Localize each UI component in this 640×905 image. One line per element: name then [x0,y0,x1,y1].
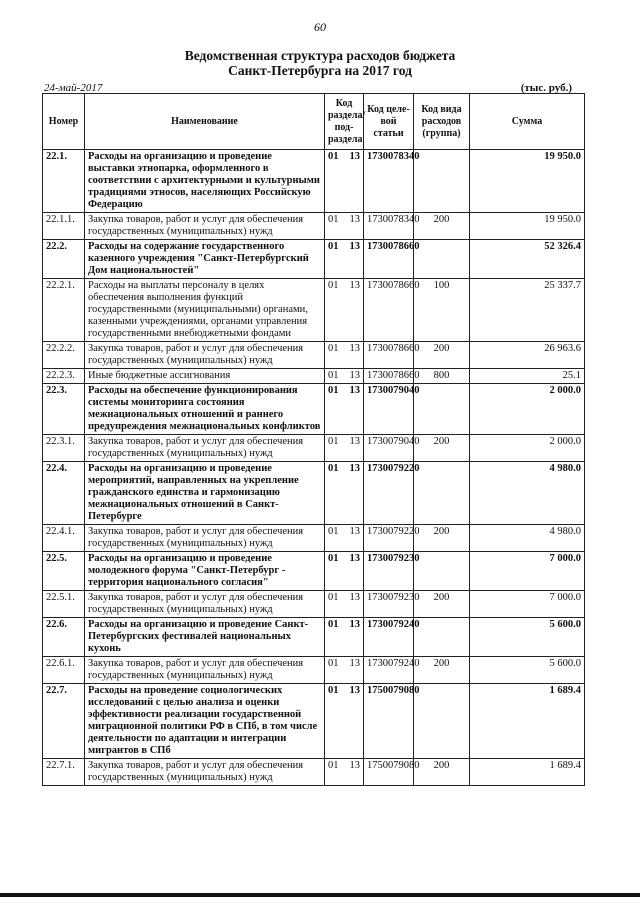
row-number: 22.3. [43,384,85,435]
row-podrazdel: 13 [341,525,364,552]
row-number: 22.4.1. [43,525,85,552]
row-code: 1750079080 [364,759,414,786]
title-line-1: Ведомственная структура расходов бюджета [184,48,456,63]
row-code: 1730078660 [364,279,414,342]
row-sum: 5 600.0 [470,657,585,684]
row-sum: 25 337.7 [470,279,585,342]
row-code: 1730078660 [364,369,414,384]
row-name: Закупка товаров, работ и услуг для обеспечения государственных (муниципальных) нужд [85,759,325,786]
row-number: 22.2. [43,240,85,279]
row-vid [414,552,470,591]
row-podrazdel: 13 [341,552,364,591]
row-name: Иные бюджетные ассигнования [85,369,325,384]
row-code: 1730079230 [364,591,414,618]
row-name: Расходы на организацию и проведение выставки этнопарка, оформленного в соответствии с архитектурными и культурными традициями этносов, населяющих Российскую Федерацию [85,150,325,213]
row-code: 1730079040 [364,384,414,435]
row-sum: 4 980.0 [470,525,585,552]
table-row [43,240,585,279]
row-code: 1730078660 [364,240,414,279]
header-cel: Код целе- вой статьи [364,94,414,150]
row-podrazdel: 13 [341,213,364,240]
row-razdel: 01 [325,618,341,657]
row-name: Расходы на обеспечение функционирования системы мониторинга состояния межнациональных отношений и раннего предупреждения межнациональных конфликтов [85,384,325,435]
row-razdel: 01 [325,462,341,525]
row-name: Закупка товаров, работ и услуг для обеспечения государственных (муниципальных) нужд [85,657,325,684]
row-podrazdel: 13 [341,759,364,786]
row-podrazdel: 13 [341,684,364,759]
row-number: 22.6.1. [43,657,85,684]
table-row [43,759,585,786]
row-name: Закупка товаров, работ и услуг для обеспечения государственных (муниципальных) нужд [85,342,325,369]
row-number: 22.2.3. [43,369,85,384]
row-sum: 19 950.0 [470,213,585,240]
row-sum: 52 326.4 [470,240,585,279]
row-vid: 100 [414,279,470,342]
row-vid [414,618,470,657]
row-number: 22.1.1. [43,213,85,240]
header-sum: Сумма [470,94,585,150]
row-razdel: 01 [325,240,341,279]
row-vid: 200 [414,657,470,684]
row-razdel: 01 [325,684,341,759]
row-podrazdel: 13 [341,279,364,342]
table-row [43,435,585,462]
row-code: 1730079220 [364,525,414,552]
row-vid: 200 [414,525,470,552]
table-row [43,213,585,240]
row-podrazdel: 13 [341,342,364,369]
row-sum: 19 950.0 [470,150,585,213]
row-sum: 1 689.4 [470,684,585,759]
row-name: Расходы на организацию и проведение мероприятий, направленных на укрепление гражданского единства и гармонизацию межнациональных отношений в Санкт-Петербурге [85,462,325,525]
header-number: Номер [43,94,85,150]
row-razdel: 01 [325,150,341,213]
row-vid: 200 [414,213,470,240]
row-name: Расходы на выплаты персоналу в целях обеспечения выполнения функций государственными (муниципальными) органами, казенными учреждениями, органами управления государственными внебюджетными фондами [85,279,325,342]
row-code: 1730078660 [364,342,414,369]
row-code: 1750079080 [364,684,414,759]
table-row [43,462,585,525]
row-sum: 7 000.0 [470,552,585,591]
document-title [0,48,640,78]
row-name: Закупка товаров, работ и услуг для обеспечения государственных (муниципальных) нужд [85,525,325,552]
table-body [43,150,585,786]
row-name: Закупка товаров, работ и услуг для обеспечения государственных (муниципальных) нужд [85,591,325,618]
row-code: 1730079240 [364,657,414,684]
row-sum: 5 600.0 [470,618,585,657]
title-line-2: Санкт-Петербурга на 2017 год [228,63,412,78]
scan-edge-bar [0,893,640,897]
row-razdel: 01 [325,342,341,369]
row-code: 1730078340 [364,150,414,213]
row-code: 1730079230 [364,552,414,591]
row-number: 22.6. [43,618,85,657]
row-code: 1730079220 [364,462,414,525]
row-podrazdel: 13 [341,462,364,525]
row-code: 1730079240 [364,618,414,657]
row-razdel: 01 [325,525,341,552]
row-number: 22.7.1. [43,759,85,786]
row-code: 1730078340 [364,213,414,240]
row-vid [414,384,470,435]
row-sum: 1 689.4 [470,759,585,786]
row-podrazdel: 13 [341,657,364,684]
row-razdel: 01 [325,657,341,684]
row-number: 22.2.2. [43,342,85,369]
row-name: Закупка товаров, работ и услуг для обеспечения государственных (муниципальных) нужд [85,435,325,462]
row-number: 22.5.1. [43,591,85,618]
row-vid [414,684,470,759]
units-label: (тыс. руб.) [520,82,572,94]
row-vid [414,240,470,279]
row-podrazdel: 13 [341,150,364,213]
header-vid: Код вида расходов (группа) [414,94,470,150]
row-podrazdel: 13 [341,435,364,462]
page-number: 60 [314,20,326,34]
row-vid: 200 [414,759,470,786]
row-name: Расходы на содержание государственного казенного учреждения "Санкт-Петербургский Дом национальностей" [85,240,325,279]
row-vid [414,462,470,525]
row-name: Расходы на проведение социологических исследований с целью анализа и оценки эффективности реализации государственной миграционной политики РФ в СПб, в том числе деятельности по адаптации и интеграции мигрантов в СПб [85,684,325,759]
row-sum: 4 980.0 [470,462,585,525]
row-razdel: 01 [325,759,341,786]
table-row [43,525,585,552]
row-sum: 26 963.6 [470,342,585,369]
row-razdel: 01 [325,435,341,462]
row-vid: 800 [414,369,470,384]
row-vid: 200 [414,435,470,462]
row-podrazdel: 13 [341,369,364,384]
row-razdel: 01 [325,384,341,435]
row-podrazdel: 13 [341,591,364,618]
row-vid [414,150,470,213]
row-name: Расходы на организацию и проведение Санкт-Петербургских фестивалей национальных кухонь [85,618,325,657]
row-number: 22.5. [43,552,85,591]
row-number: 22.4. [43,462,85,525]
header-name: Наименование [85,94,325,150]
row-podrazdel: 13 [341,384,364,435]
table-row [43,342,585,369]
budget-table [42,93,585,786]
table-row [43,552,585,591]
row-number: 22.3.1. [43,435,85,462]
row-number: 22.2.1. [43,279,85,342]
row-vid: 200 [414,342,470,369]
row-podrazdel: 13 [341,240,364,279]
row-sum: 2 000.0 [470,435,585,462]
table-row [43,369,585,384]
row-sum: 2 000.0 [470,384,585,435]
table-row [43,618,585,657]
table-row [43,150,585,213]
table-row [43,591,585,618]
table-row [43,384,585,435]
header-razdel: Код раздела/ под- раздела [325,94,364,150]
document-date: 24-май-2017 [44,82,103,94]
row-razdel: 01 [325,369,341,384]
row-vid: 200 [414,591,470,618]
row-razdel: 01 [325,279,341,342]
row-sum: 7 000.0 [470,591,585,618]
row-name: Закупка товаров, работ и услуг для обеспечения государственных (муниципальных) нужд [85,213,325,240]
table-row [43,279,585,342]
row-razdel: 01 [325,213,341,240]
table-row [43,684,585,759]
row-sum: 25.1 [470,369,585,384]
row-number: 22.7. [43,684,85,759]
table-row [43,657,585,684]
row-razdel: 01 [325,552,341,591]
row-code: 1730079040 [364,435,414,462]
row-number: 22.1. [43,150,85,213]
row-name: Расходы на организацию и проведение молодежного форума "Санкт-Петербург - территория национального согласия" [85,552,325,591]
row-podrazdel: 13 [341,618,364,657]
row-razdel: 01 [325,591,341,618]
